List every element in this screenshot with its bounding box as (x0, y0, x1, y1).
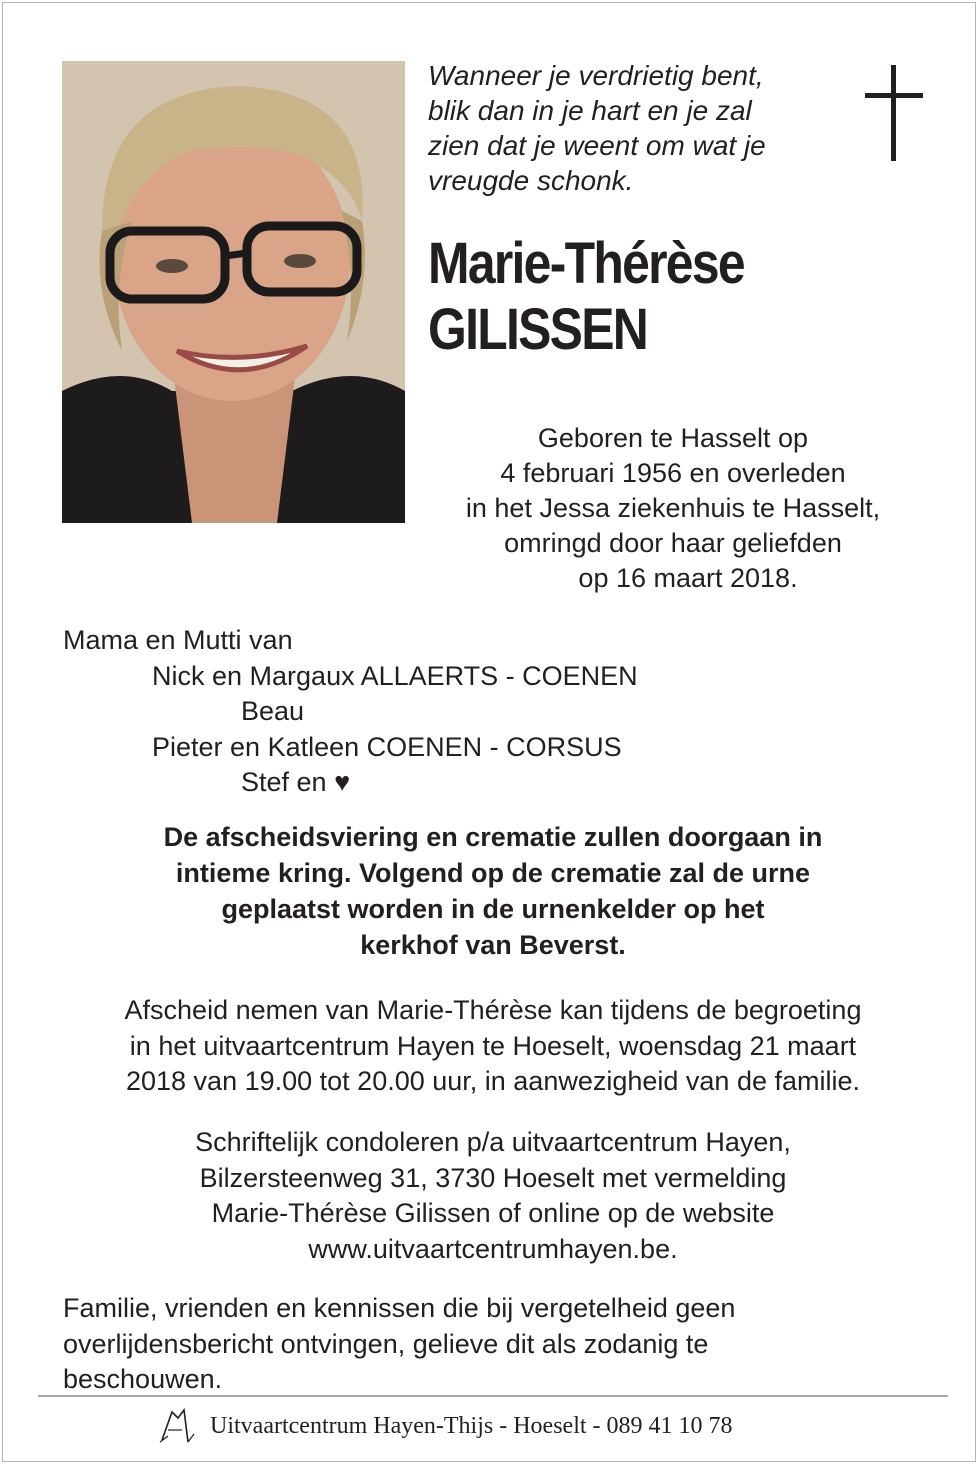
condolence-line: Schriftelijk condoleren p/a uitvaartcentrum Hayen, (195, 1127, 791, 1157)
farewell-line: 2018 van 19.00 tot 20.00 uur, in aanwezigheid van de familie. (125, 1066, 861, 1096)
footer (158, 1405, 733, 1447)
ceremony-line: kerkhof van Beverst. (360, 930, 626, 960)
condolence-details (43, 1125, 943, 1267)
family-member: Nick en Margaux ALLAERTS - COENEN (152, 660, 638, 691)
family-member: Pieter en Katleen COENEN - CORSUS (152, 731, 622, 762)
family-member: Stef en ♥ (241, 767, 351, 797)
farewell-details (43, 993, 943, 1100)
birth-line: omringd door haar geliefden (504, 528, 842, 558)
ceremony-line: De afscheidsviering en crematie zullen doorgaan in (163, 822, 823, 852)
cross-icon (865, 65, 923, 161)
birth-death-details (423, 421, 923, 596)
birth-line: op 16 maart 2018. (578, 563, 798, 593)
family-intro: Mama en Mutti van (63, 625, 293, 655)
portrait-photo (62, 61, 405, 523)
birth-line: in het Jessa ziekenhuis te Hasselt, (465, 493, 881, 523)
farewell-line: Afscheid nemen van Marie-Thérèse kan tijdens de begroeting (124, 995, 862, 1025)
notice-line: beschouwen. (63, 1364, 223, 1394)
notice-text (63, 1291, 923, 1398)
obituary-card (2, 2, 976, 1462)
ceremony-announcement (43, 819, 943, 963)
last-name: GILISSEN (428, 297, 648, 362)
verse-line: vreugde schonk. (428, 165, 634, 196)
first-name: Marie-Thérèse (428, 231, 744, 296)
birth-line: 4 februari 1956 en overleden (500, 458, 846, 488)
footer-text: Uitvaartcentrum Hayen-Thijs - Hoeselt - 089 41 10 78 (210, 1412, 733, 1439)
funeral-home-logo-icon (158, 1406, 198, 1446)
farewell-line: in het uitvaartcentrum Hayen te Hoeselt, woensdag 21 maart (129, 1030, 857, 1061)
birth-line: Geboren te Hasselt op (537, 423, 809, 453)
verse-line: blik dan in je hart en je zal (428, 95, 752, 126)
condolence-website[interactable]: www.uitvaartcentrumhayen.be. (308, 1233, 678, 1264)
verse-line: zien dat je weent om wat je (428, 130, 766, 161)
notice-line: overlijdensbericht ontvingen, gelieve dit als zodanig te (63, 1328, 709, 1359)
condolence-line: Marie-Thérèse Gilissen of online op de website (211, 1198, 775, 1228)
family-list (63, 623, 638, 801)
ceremony-line: geplaatst worden in de urnenkelder op het (221, 894, 765, 924)
notice-line: Familie, vrienden en kennissen die bij vergetelheid geen (63, 1293, 736, 1323)
memorial-verse (428, 58, 848, 198)
portrait-illustration (62, 61, 405, 523)
footer-divider (38, 1395, 948, 1397)
family-member: Beau (241, 696, 305, 726)
verse-line: Wanneer je verdrietig bent, (428, 60, 764, 91)
ceremony-line: intieme kring. Volgend op de crematie zal de urne (175, 858, 811, 888)
condolence-line: Bilzersteenweg 31, 3730 Hoeselt met vermelding (199, 1162, 787, 1193)
deceased-name (428, 231, 744, 363)
